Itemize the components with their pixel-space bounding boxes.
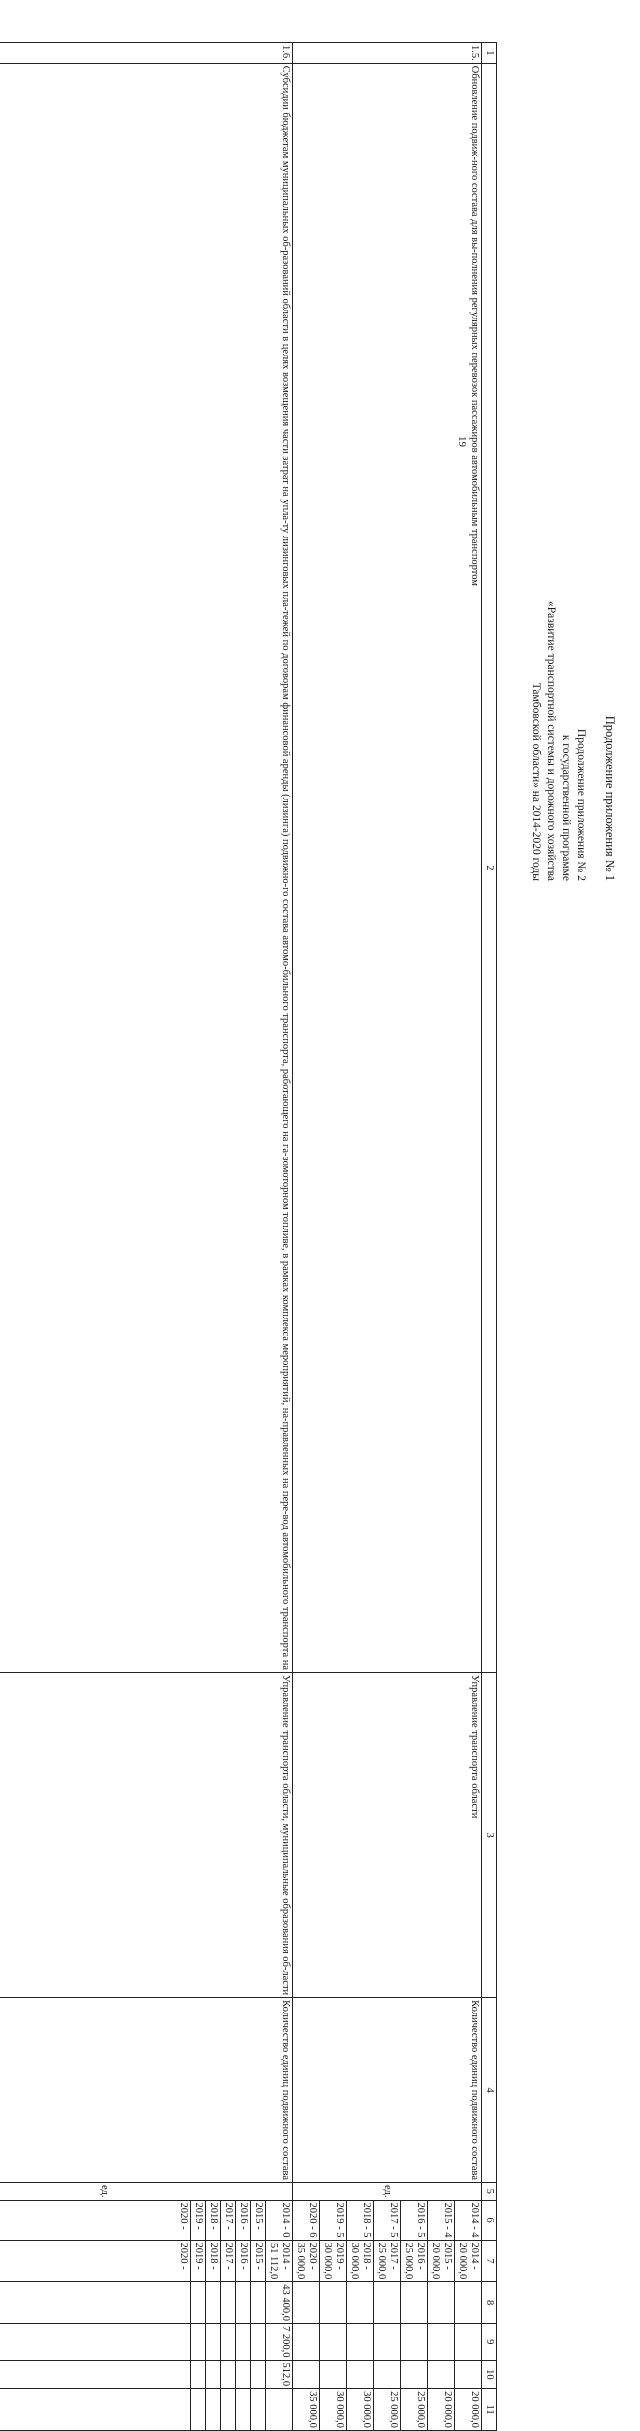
year-label: 2016 - [415, 2242, 426, 2270]
federal-budget-cell [401, 2282, 428, 2324]
funding-total-cell [236, 2240, 251, 2282]
funding-total-cell [401, 2240, 428, 2282]
funding-total-cell [251, 2240, 266, 2282]
federal-budget-cell [191, 2282, 206, 2324]
target-value-cell: 2019 - [191, 2200, 206, 2240]
target-value-cell: 2016 - [236, 2200, 251, 2240]
other-sources-cell: 25 000,0 [374, 2389, 401, 2431]
year-label: 2014 - [469, 2242, 480, 2270]
program-table [0, 42, 497, 2431]
year-label: 2018 - [208, 2242, 219, 2270]
year-label: 2017 - [388, 2242, 399, 2270]
column-header: 3 [482, 1673, 497, 1998]
regional-budget-cell [191, 2324, 206, 2361]
regional-budget-cell [347, 2324, 374, 2361]
target-value-cell: 2014 - 0 [266, 2200, 293, 2240]
federal-budget-cell [320, 2282, 347, 2324]
funding-total-cell [374, 2240, 401, 2282]
executor-cell: Управление транспорта области [293, 1673, 482, 1998]
target-value-cell: 2014 - 4 [455, 2200, 482, 2240]
regional-budget-cell [401, 2324, 428, 2361]
year-label: 2015 - [253, 2242, 264, 2270]
regional-budget-cell [236, 2324, 251, 2361]
amount-value: 25 000,0 [403, 2242, 414, 2280]
other-sources-cell: 35 000,0 [293, 2389, 320, 2431]
local-budget-cell [191, 2360, 206, 2389]
target-value-cell: 2020 - 6 [293, 2200, 320, 2240]
federal-budget-cell [251, 2282, 266, 2324]
funding-total-cell [293, 2240, 320, 2282]
target-value-cell: 2018 - 5 [347, 2200, 374, 2240]
funding-total-cell [266, 2240, 293, 2282]
federal-budget-cell [347, 2282, 374, 2324]
column-header: 6 [482, 2200, 497, 2240]
federal-budget-cell [293, 2282, 320, 2324]
other-sources-cell: 25 000,0 [401, 2389, 428, 2431]
page-number: 19 [456, 436, 468, 447]
column-header: 8 [482, 2282, 497, 2324]
funding-total-cell [320, 2240, 347, 2282]
document-header [528, 411, 588, 881]
measure-name: Обновление подвиж-ного состава для вы-полнения регулярных перевозок пассажиров автомобильным транспортом [293, 63, 482, 1672]
regional-budget-cell [221, 2324, 236, 2361]
funding-total-cell [191, 2240, 206, 2282]
header-line: Продолжение приложения № 2 [575, 728, 587, 881]
header-row [482, 43, 497, 2431]
amount-value: 35 000,0 [295, 2242, 306, 2280]
row-number: 1.5. [293, 43, 482, 64]
year-label: 2018 - [361, 2242, 372, 2270]
local-budget-cell [293, 2360, 320, 2389]
indicator-cell: Количество единиц подвижного состава [293, 1998, 482, 2183]
column-header: 9 [482, 2324, 497, 2361]
unit-cell: ед. [0, 2183, 293, 2201]
year-label: 2019 - [193, 2242, 204, 2270]
continuation-label: Продолжение приложения № 1 [603, 715, 617, 881]
local-budget-cell [401, 2360, 428, 2389]
regional-budget-cell [0, 2324, 191, 2361]
other-sources-cell: 30 000,0 [347, 2389, 374, 2431]
unit-cell: ед. [293, 2183, 482, 2201]
column-header: 2 [482, 63, 497, 1672]
funding-total-cell [221, 2240, 236, 2282]
other-sources-cell [221, 2389, 236, 2431]
funding-total-cell [0, 2240, 191, 2282]
other-sources-cell [236, 2389, 251, 2431]
amount-value: 20 000,0 [457, 2242, 468, 2280]
regional-budget-cell [374, 2324, 401, 2361]
local-budget-cell [347, 2360, 374, 2389]
other-sources-cell: 20 000,0 [428, 2389, 455, 2431]
target-value-cell: 2018 - [206, 2200, 221, 2240]
year-label: 2020 - [178, 2242, 189, 2270]
local-budget-cell [0, 2360, 191, 2389]
year-label: 2014 - [280, 2242, 291, 2270]
federal-budget-cell [374, 2282, 401, 2324]
header-line: к государственной программе [560, 734, 572, 881]
target-value-cell: 2015 - [251, 2200, 266, 2240]
regional-budget-cell [428, 2324, 455, 2361]
local-budget-cell [455, 2360, 482, 2389]
header-line: «Развитие транспортной системы и дорожного хозяйства [545, 601, 557, 881]
column-header: 10 [482, 2360, 497, 2389]
local-budget-cell [221, 2360, 236, 2389]
federal-budget-cell: 43 400,0 [266, 2282, 293, 2324]
table-row [455, 43, 482, 2431]
other-sources-cell [266, 2389, 293, 2431]
target-value-cell: 2017 - [221, 2200, 236, 2240]
target-value-cell: 2016 - 5 [401, 2200, 428, 2240]
target-value-cell: 2015 - 4 [428, 2200, 455, 2240]
federal-budget-cell [236, 2282, 251, 2324]
local-budget-cell [236, 2360, 251, 2389]
measure-name: Субсидии бюджетам муниципальных об-разований области в целях возмещения части затрат на упла-ту лизинговых пла-тежей по договорам финансовой аренды (лизинга) подвижно-го состава автомо-бильного транспорта, работающего на га-зомоторном топливе, в рамках комплекса мероприятий, на-правленных на пере-вод автомобильного транспорта на [0, 63, 293, 1672]
other-sources-cell: 30 000,0 [320, 2389, 347, 2431]
amount-value: 30 000,0 [349, 2242, 360, 2280]
amount-value: 25 000,0 [376, 2242, 387, 2280]
amount-value: 20 000,0 [430, 2242, 441, 2280]
regional-budget-cell [293, 2324, 320, 2361]
year-label: 2017 - [223, 2242, 234, 2270]
indicator-cell: Количество единиц подвижного состава [0, 1998, 293, 2183]
local-budget-cell [428, 2360, 455, 2389]
header-line: Тамбовской области» на 2014-2020 годы [530, 682, 542, 881]
regional-budget-cell [320, 2324, 347, 2361]
regional-budget-cell [251, 2324, 266, 2361]
table-row [266, 43, 293, 2431]
year-label: 2016 - [238, 2242, 249, 2270]
other-sources-cell [206, 2389, 221, 2431]
federal-budget-cell [455, 2282, 482, 2324]
executor-cell: Управление транспорта области, муниципальные образования об-ласти [0, 1673, 293, 1998]
target-value-cell: 2019 - 5 [320, 2200, 347, 2240]
local-budget-cell [374, 2360, 401, 2389]
local-budget-cell [320, 2360, 347, 2389]
regional-budget-cell: 7 200,0 [266, 2324, 293, 2361]
target-value-cell: 2017 - 5 [374, 2200, 401, 2240]
other-sources-cell: 20 000,0 [455, 2389, 482, 2431]
local-budget-cell [251, 2360, 266, 2389]
year-label: 2020 - [307, 2242, 318, 2270]
column-header: 5 [482, 2183, 497, 2201]
funding-total-cell [347, 2240, 374, 2282]
federal-budget-cell [0, 2282, 191, 2324]
regional-budget-cell [206, 2324, 221, 2361]
year-label: 2015 - [442, 2242, 453, 2270]
amount-value: 51 112,0 [268, 2242, 279, 2280]
regional-budget-cell [455, 2324, 482, 2361]
row-number: 1.6. [0, 43, 293, 64]
funding-total-cell [455, 2240, 482, 2282]
funding-total-cell [428, 2240, 455, 2282]
other-sources-cell [191, 2389, 206, 2431]
column-header: 1 [482, 43, 497, 64]
other-sources-cell [251, 2389, 266, 2431]
target-value-cell: 2020 - [0, 2200, 191, 2240]
federal-budget-cell [221, 2282, 236, 2324]
amount-value: 30 000,0 [322, 2242, 333, 2280]
federal-budget-cell [206, 2282, 221, 2324]
local-budget-cell [206, 2360, 221, 2389]
funding-total-cell [206, 2240, 221, 2282]
year-label: 2019 - [334, 2242, 345, 2270]
other-sources-cell [0, 2389, 191, 2431]
column-header: 11 [482, 2389, 497, 2431]
column-header: 4 [482, 1998, 497, 2183]
column-header: 7 [482, 2240, 497, 2282]
federal-budget-cell [428, 2282, 455, 2324]
local-budget-cell: 512,0 [266, 2360, 293, 2389]
